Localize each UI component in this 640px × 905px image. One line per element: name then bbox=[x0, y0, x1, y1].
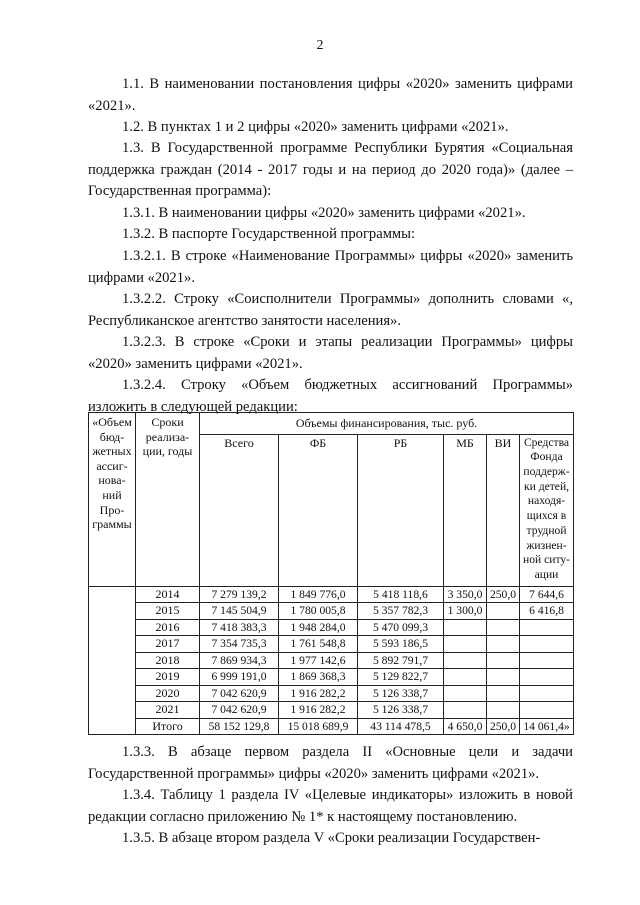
table-cell-total: 58 152 129,8 bbox=[200, 718, 279, 735]
table-cell-rb: 43 114 478,5 bbox=[358, 718, 444, 735]
table-row bbox=[89, 685, 574, 702]
table-left-blank bbox=[89, 586, 136, 735]
table-cell-vi bbox=[487, 619, 520, 636]
table-cell-vi bbox=[487, 702, 520, 719]
paragraph-1-3: 1.3. В Государственной программе Республики Бурятия «Социальная поддержка граждан (2014 - 2017 годы и на период до 2020 года)» (далее – Государственная программа): bbox=[88, 140, 573, 199]
table-cell-total: 7 145 504,9 bbox=[200, 603, 279, 620]
paragraph-1-3-2-4: 1.3.2.4. Строку «Объем бюджетных ассигнований Программы» изложить в следующей редакции: bbox=[88, 377, 573, 415]
table-cell-fund bbox=[520, 669, 574, 686]
table-cell-fund bbox=[520, 619, 574, 636]
table-cell-fb: 1 977 142,6 bbox=[279, 652, 358, 669]
table-header-fb: ФБ bbox=[279, 434, 358, 586]
table-cell-year: 2019 bbox=[136, 669, 200, 686]
table-cell-mb bbox=[444, 619, 487, 636]
table-cell-fb: 1 916 282,2 bbox=[279, 685, 358, 702]
table-cell-mb bbox=[444, 669, 487, 686]
table-cell-fb: 1 916 282,2 bbox=[279, 702, 358, 719]
table-cell-rb: 5 892 791,7 bbox=[358, 652, 444, 669]
table-row bbox=[89, 619, 574, 636]
table-cell-vi: 250,0 bbox=[487, 586, 520, 603]
table-row bbox=[89, 603, 574, 620]
table-cell-total: 6 999 191,0 bbox=[200, 669, 279, 686]
table-cell-fb: 1 761 548,8 bbox=[279, 636, 358, 653]
table-cell-rb: 5 129 822,7 bbox=[358, 669, 444, 686]
table-cell-rb: 5 126 338,7 bbox=[358, 685, 444, 702]
table-cell-rb: 5 593 186,5 bbox=[358, 636, 444, 653]
table-cell-rb: 5 418 118,6 bbox=[358, 586, 444, 603]
budget-table bbox=[88, 412, 574, 735]
paragraph-1-3-2: 1.3.2. В паспорте Государственной программы: bbox=[122, 226, 416, 242]
table-row bbox=[89, 669, 574, 686]
paragraph-1-3-1: 1.3.1. В наименовании цифры «2020» заменить цифрами «2021». bbox=[122, 205, 526, 221]
paragraph-1-3-3: 1.3.3. В абзаце первом раздела II «Основные цели и задачи Государственной программы» цифры «2020» заменить цифрами «2021». bbox=[88, 744, 573, 782]
table-cell-rb: 5 470 099,3 bbox=[358, 619, 444, 636]
table-col-label-period: Сроки реализа- ции, годы bbox=[136, 413, 200, 587]
table-row bbox=[89, 652, 574, 669]
table-header-mb: МБ bbox=[444, 434, 487, 586]
table-cell-fund bbox=[520, 636, 574, 653]
table-cell-mb: 3 350,0 bbox=[444, 586, 487, 603]
table-cell-vi: 250,0 bbox=[487, 718, 520, 735]
table-cell-rb: 5 126 338,7 bbox=[358, 702, 444, 719]
table-row bbox=[89, 636, 574, 653]
table-header-fund: Средства Фонда поддерж- ки детей, находя- щихся в трудной жизнен- ной ситу- ации bbox=[520, 434, 574, 586]
table-cell-fund: 7 644,6 bbox=[520, 586, 574, 603]
table-cell-fb: 1 869 368,3 bbox=[279, 669, 358, 686]
table-cell-fb: 15 018 689,9 bbox=[279, 718, 358, 735]
table-cell-year: 2016 bbox=[136, 619, 200, 636]
paragraph-1-3-2-1: 1.3.2.1. В строке «Наименование Программы» цифры «2020» заменить цифрами «2021». bbox=[88, 248, 573, 286]
table-col-label-volume: «Объем бюд- жетных ассиг- нова- ний Про- граммы bbox=[89, 413, 136, 587]
table-cell-fb: 1 948 284,0 bbox=[279, 619, 358, 636]
table-cell-year: Итого bbox=[136, 718, 200, 735]
table-cell-mb bbox=[444, 636, 487, 653]
table-total-row bbox=[89, 718, 574, 735]
table-cell-year: 2021 bbox=[136, 702, 200, 719]
paragraph-1-3-5: 1.3.5. В абзаце втором раздела V «Сроки реализации Государствен- bbox=[122, 830, 541, 846]
table-cell-fund: 14 061,4» bbox=[520, 718, 574, 735]
table-cell-mb bbox=[444, 685, 487, 702]
table-cell-total: 7 042 620,9 bbox=[200, 702, 279, 719]
table-cell-vi bbox=[487, 685, 520, 702]
table-header-total: Всего bbox=[200, 434, 279, 586]
table-cell-mb: 1 300,0 bbox=[444, 603, 487, 620]
table-cell-year: 2015 bbox=[136, 603, 200, 620]
table-cell-total: 7 279 139,2 bbox=[200, 586, 279, 603]
table-cell-fund bbox=[520, 685, 574, 702]
table-cell-fb: 1 780 005,8 bbox=[279, 603, 358, 620]
paragraph-1-1: 1.1. В наименовании постановления цифры «2020» заменить цифрами «2021». bbox=[88, 76, 573, 114]
table-cell-mb bbox=[444, 702, 487, 719]
table-cell-mb bbox=[444, 652, 487, 669]
table-cell-year: 2017 bbox=[136, 636, 200, 653]
table-cell-year: 2020 bbox=[136, 685, 200, 702]
table-cell-mb: 4 650,0 bbox=[444, 718, 487, 735]
table-cell-vi bbox=[487, 669, 520, 686]
table-cell-rb: 5 357 782,3 bbox=[358, 603, 444, 620]
paragraph-1-3-2-3: 1.3.2.3. В строке «Сроки и этапы реализации Программы» цифры «2020» заменить цифрами «2021». bbox=[88, 334, 573, 372]
table-cell-year: 2014 bbox=[136, 586, 200, 603]
table-cell-fund: 6 416,8 bbox=[520, 603, 574, 620]
table-cell-fund bbox=[520, 702, 574, 719]
table-cell-vi bbox=[487, 603, 520, 620]
paragraph-1-3-2-2: 1.3.2.2. Строку «Соисполнители Программы» дополнить словами «, Республиканское агентство занятости населения». bbox=[88, 291, 573, 329]
table-cell-total: 7 354 735,3 bbox=[200, 636, 279, 653]
table-header-vi: ВИ bbox=[487, 434, 520, 586]
paragraph-1-2: 1.2. В пунктах 1 и 2 цифры «2020» заменить цифрами «2021». bbox=[122, 119, 509, 135]
table-header-row bbox=[89, 413, 574, 435]
table-row bbox=[89, 586, 574, 603]
table-cell-total: 7 418 383,3 bbox=[200, 619, 279, 636]
table-cell-total: 7 042 620,9 bbox=[200, 685, 279, 702]
table-row bbox=[89, 702, 574, 719]
table-cell-total: 7 869 934,3 bbox=[200, 652, 279, 669]
table-cell-vi bbox=[487, 652, 520, 669]
table-cell-vi bbox=[487, 636, 520, 653]
table-cell-year: 2018 bbox=[136, 652, 200, 669]
table-cell-fund bbox=[520, 652, 574, 669]
table-cell-fb: 1 849 776,0 bbox=[279, 586, 358, 603]
page-number: 2 bbox=[316, 38, 324, 53]
paragraph-1-3-4: 1.3.4. Таблицу 1 раздела IV «Целевые индикаторы» изложить в новой редакции согласно приложению № 1* к настоящему постановлению. bbox=[88, 787, 573, 825]
table-header-rb: РБ bbox=[358, 434, 444, 586]
table-funding-header: Объемы финансирования, тыс. руб. bbox=[200, 413, 574, 435]
